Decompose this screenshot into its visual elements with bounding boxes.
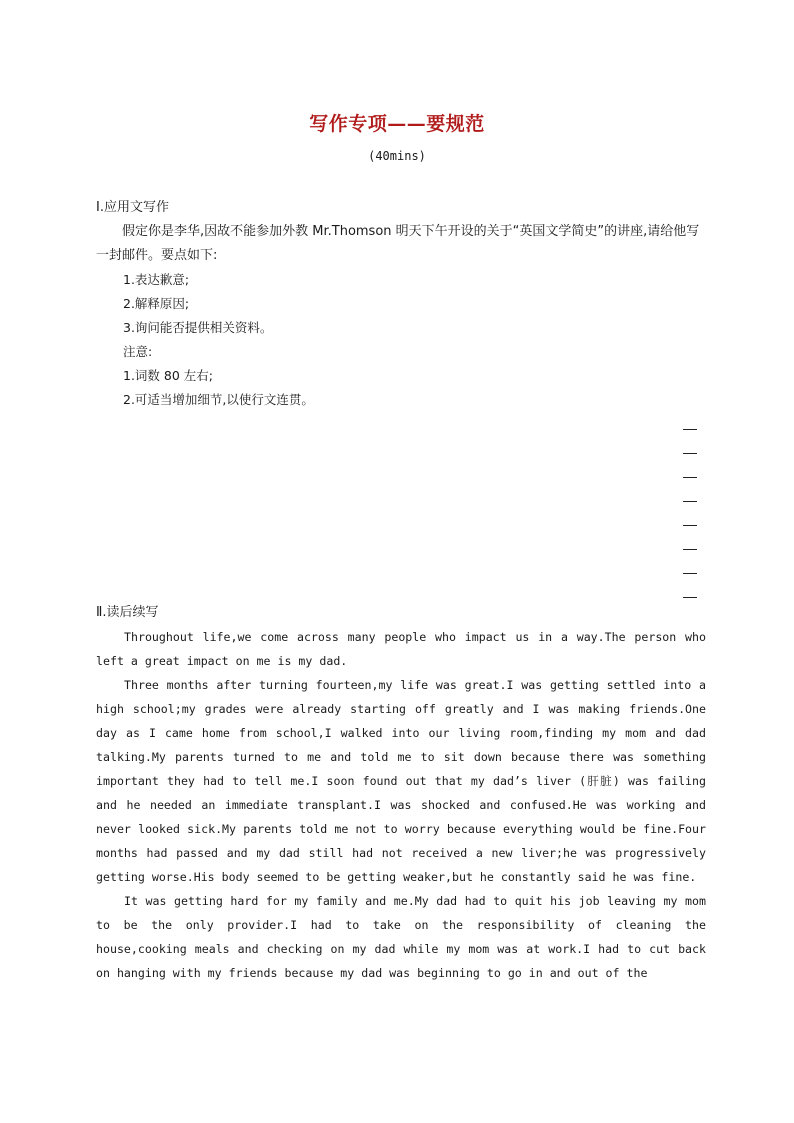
point-item: 2.解释原因; [123, 296, 190, 311]
answer-lines [683, 418, 697, 610]
passage-paragraph: Three months after turning fourteen,my life was great.I was getting settled into a high school;my grades were already starting off greatly and I was making friends.One day as I came home from school,I walked into our living room,finding my mom and dad talking.My parents turned to me and told me to sit down because there was something important they had to tell me.I soon found out that my dad’s liver (肝脏) was failing and he needed an immediate transplant.I was shocked and confused.He was working and never looked sick.My parents told me not to worry because everything would be fine.Four months had passed and my dad still had not received a new liver;he was progressively getting worse.His body seemed to be getting weaker,but he constantly said he was fine. [96, 678, 706, 884]
answer-line [683, 418, 697, 442]
section-heading: Ⅰ.应用文写作 [96, 200, 169, 215]
passage-paragraph: It was getting hard for my family and me.My dad had to quit his job leaving my mom to be the only provider.I had to take on the responsibility of cleaning the house,cooking meals and checking on my dad while my mom was at work.I had to cut back on hanging with my friends because my dad was beginning to go in and out of the [96, 894, 706, 980]
point-item: 3.询问能否提供相关资料。 [123, 320, 273, 335]
note-item: 2.可适当增加细节,以使行文连贯。 [123, 392, 314, 407]
section-continuation-writing [96, 601, 706, 985]
point-item: 1.表达歉意; [123, 272, 190, 287]
answer-line [683, 442, 697, 466]
answer-line [683, 490, 697, 514]
answer-line [683, 562, 697, 586]
answer-line [683, 514, 697, 538]
page-title: 写作专项——要规范 [309, 113, 485, 135]
note-item: 1.词数 80 左右; [123, 368, 213, 383]
note-label: 注意: [123, 344, 153, 359]
time-limit: (40mins) [368, 149, 426, 163]
section-heading: Ⅱ.读后续写 [96, 605, 159, 620]
answer-line [683, 466, 697, 490]
answer-line [683, 538, 697, 562]
writing-prompt: 假定你是李华,因故不能参加外教 Mr.Thomson 明天下午开设的关于“英国文学简史”的讲座,请给他写一封邮件。要点如下: [96, 224, 700, 263]
passage-paragraph: Throughout life,we come across many people who impact us in a way.The person who left a great impact on me is my dad. [96, 630, 706, 668]
section-applied-writing [96, 196, 706, 412]
